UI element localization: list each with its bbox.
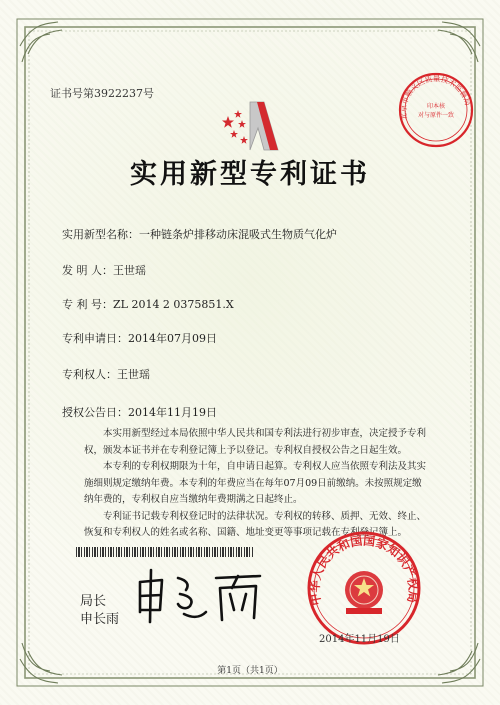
grant-date-value: 2014年11月19日 bbox=[128, 406, 217, 419]
patent-office-logo bbox=[220, 98, 290, 156]
statement-paragraph: 专利证书记载专利权登记时的法律状况。专利权的转移、质押、无效、终止、恢复和专利权人的姓名或名称、国籍、地址变更等事项记载在专利登记簿上。 bbox=[84, 510, 427, 538]
svg-text:印本核: 印本核 bbox=[426, 103, 446, 110]
inventor-value: 王世瑶 bbox=[113, 264, 146, 277]
statement-paragraph: 本实用新型经过本局依照中华人民共和国专利法进行初步审查，决定授予专利权，颁发本证书并在专利登记簿上予以登记。专利权自授权公告之日起生效。 bbox=[84, 428, 427, 456]
stamp-outer-text: 北京市顺义区质量技术监督局 bbox=[398, 74, 473, 122]
patent-number-value: ZL 2014 2 0375851.X bbox=[113, 298, 234, 311]
application-date-row bbox=[62, 330, 217, 346]
application-date-label: 专利申请日： bbox=[62, 332, 128, 345]
application-date-value: 2014年07月09日 bbox=[128, 332, 217, 345]
inventor-label: 发 明 人： bbox=[62, 264, 113, 277]
grant-date-label: 授权公告日： bbox=[62, 406, 128, 419]
seal-date: 2014年11月19日 bbox=[319, 634, 400, 645]
grant-date-row bbox=[62, 404, 217, 420]
svg-text:对与原件一致: 对与原件一致 bbox=[417, 112, 455, 119]
certificate-title: 实用新型专利证书 bbox=[130, 159, 370, 190]
patentee-label: 专利权人： bbox=[62, 368, 117, 381]
legal-statement bbox=[84, 426, 429, 542]
seal-text: 中华人民共和国国家知识产权局 bbox=[307, 533, 421, 607]
statement-paragraph: 本专利的专利权期限为十年，自申请日起算。专利权人应当依照专利法及其实施细则规定缴纳年费。本专利的年费应当在每年07月09日前缴纳。未按照规定缴纳年费的，专利权自应当缴纳年费期满之日起终止。 bbox=[84, 461, 427, 505]
director-title: 局长 bbox=[80, 594, 107, 609]
utility-model-name-row bbox=[62, 226, 337, 242]
verification-stamp bbox=[396, 70, 476, 150]
inventor-row bbox=[62, 262, 146, 278]
page-number: 第1页（共1页） bbox=[217, 666, 283, 676]
director-name: 申长雨 bbox=[80, 612, 120, 627]
patentee-value: 王世瑶 bbox=[117, 368, 150, 381]
patent-number-label: 专 利 号： bbox=[62, 298, 113, 311]
certificate-number: 证书号第3922237号 bbox=[50, 87, 154, 100]
utility-model-name-value: 一种链条炉排移动床混吸式生物质气化炉 bbox=[139, 228, 337, 241]
utility-model-name-label: 实用新型名称： bbox=[62, 228, 139, 241]
barcode bbox=[76, 547, 254, 557]
director-signature bbox=[120, 560, 270, 630]
patentee-row bbox=[62, 366, 150, 382]
patent-number-row bbox=[62, 296, 234, 312]
